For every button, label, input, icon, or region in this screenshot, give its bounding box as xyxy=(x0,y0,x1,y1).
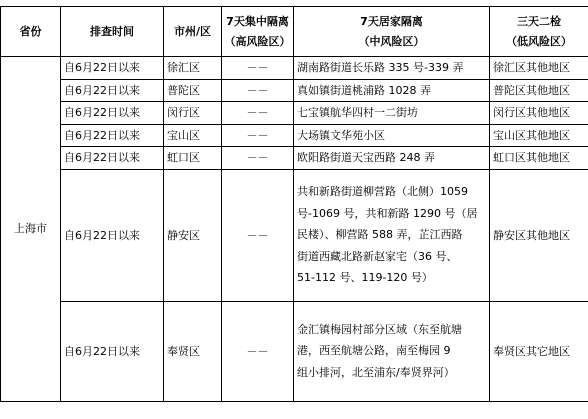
address-line: 欧阳路街道天宝西路 248 弄 xyxy=(297,151,435,164)
address-line: 湖南路街道长乐路 335 号-339 弄 xyxy=(297,61,464,74)
check-time-cell: 自6月22日以来 xyxy=(61,102,164,125)
address-line: 港，西至航塘公路，南至梅园 9 xyxy=(297,344,451,358)
check-time-cell: 自6月22日以来 xyxy=(61,79,164,102)
district-cell: 静安区 xyxy=(164,169,222,301)
high-risk-cell: －－ xyxy=(222,79,294,102)
low-risk-cell: 普陀区其他地区 xyxy=(490,79,588,102)
address-line: 号-1069 号，共和新路 1290 号（居 xyxy=(297,206,478,220)
table-row xyxy=(1,57,588,80)
mid-risk-cell xyxy=(294,57,490,80)
high-risk-cell: －－ xyxy=(222,169,294,301)
check-time-cell: 自6月22日以来 xyxy=(61,57,164,80)
table-row xyxy=(1,124,588,147)
province-cell: 上海市 xyxy=(1,57,61,402)
header-high-risk-line2: （高风险区） xyxy=(224,34,291,48)
header-low-risk xyxy=(490,7,588,57)
district-cell: 徐汇区 xyxy=(164,57,222,80)
table-header-row xyxy=(1,7,588,57)
address-line: 七宝镇航华四村一二街坊 xyxy=(297,106,418,119)
header-province: 省份 xyxy=(1,7,61,57)
check-time-cell: 自6月22日以来 xyxy=(61,169,164,301)
header-high-risk-line1: 7天集中隔离 xyxy=(226,14,289,28)
header-mid-risk xyxy=(294,7,490,57)
table-row xyxy=(1,79,588,102)
mid-risk-cell xyxy=(294,102,490,125)
address-line: 真如镇街道桃浦路 1028 弄 xyxy=(297,83,431,97)
high-risk-cell: －－ xyxy=(222,301,294,401)
low-risk-cell: 宝山区其他地区 xyxy=(490,124,588,147)
mid-risk-cell xyxy=(294,169,490,301)
low-risk-cell: 徐汇区其他地区 xyxy=(490,57,588,80)
low-risk-cell: 闵行区其他地区 xyxy=(490,102,588,125)
low-risk-cell: 虹口区其他地区 xyxy=(490,147,588,170)
mid-risk-cell xyxy=(294,301,490,401)
district-cell: 闵行区 xyxy=(164,102,222,125)
district-cell: 普陀区 xyxy=(164,79,222,102)
check-time-cell: 自6月22日以来 xyxy=(61,147,164,170)
risk-area-table xyxy=(0,6,588,402)
high-risk-cell: －－ xyxy=(222,124,294,147)
district-cell: 虹口区 xyxy=(164,147,222,170)
district-cell: 奉贤区 xyxy=(164,301,222,401)
low-risk-cell: 奉贤区其它地区 xyxy=(490,301,588,401)
district-cell: 宝山区 xyxy=(164,124,222,147)
table-row xyxy=(1,301,588,401)
mid-risk-cell xyxy=(294,79,490,102)
header-mid-risk-line2: （中风险区） xyxy=(358,34,425,48)
header-district: 市州/区 xyxy=(164,7,222,57)
header-high-risk xyxy=(222,7,294,57)
high-risk-cell: －－ xyxy=(222,102,294,125)
table-row xyxy=(1,169,588,301)
high-risk-cell: －－ xyxy=(222,147,294,170)
address-line: 金汇镇梅园村部分区域（东至航塘 xyxy=(297,322,462,336)
address-line: 大场镇文华苑小区 xyxy=(297,128,385,142)
header-low-risk-line2: （低风险区） xyxy=(506,34,572,48)
address-line: 街道西藏北路新赵家宅（36 号、 xyxy=(297,249,458,263)
mid-risk-cell xyxy=(294,124,490,147)
low-risk-cell: 静安区其他地区 xyxy=(490,169,588,301)
address-line: 共和新路街道柳营路（北侧）1059 xyxy=(297,185,468,199)
table-row xyxy=(1,147,588,170)
address-line: 组小排河，北至浦东/奉贤界河） xyxy=(297,365,455,379)
address-line: 51-112 号、119-120 号） xyxy=(297,271,433,285)
header-check-time: 排查时间 xyxy=(61,7,164,57)
check-time-cell: 自6月22日以来 xyxy=(61,124,164,147)
high-risk-cell: －－ xyxy=(222,57,294,80)
header-mid-risk-line1: 7天居家隔离 xyxy=(360,14,423,28)
header-low-risk-line1: 三天二检 xyxy=(517,14,561,28)
table-row xyxy=(1,102,588,125)
mid-risk-cell xyxy=(294,147,490,170)
address-line: 民楼）、柳营路 588 弄，芷江西路 xyxy=(297,228,463,242)
check-time-cell: 自6月22日以来 xyxy=(61,301,164,401)
